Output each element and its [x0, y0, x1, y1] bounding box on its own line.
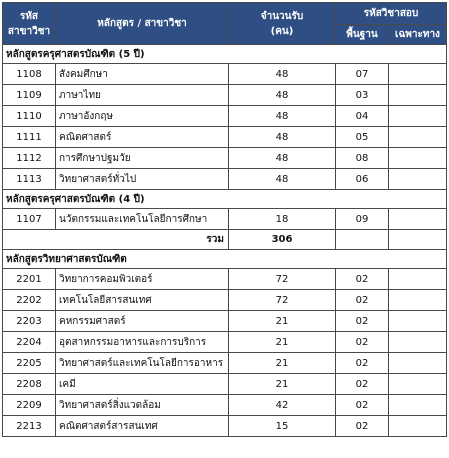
cell-basic: 09 [336, 209, 389, 230]
total-row [3, 230, 447, 250]
total-empty-basic [336, 230, 389, 250]
header-code [3, 3, 56, 45]
cell-capacity: 48 [229, 169, 336, 190]
admission-table-container [2, 2, 446, 437]
header-basic: พื้นฐาน [336, 25, 389, 45]
cell-basic: 02 [336, 290, 389, 311]
table-row [3, 269, 447, 290]
header-exam-code: รหัสวิชาสอบ [336, 3, 447, 25]
header-program: หลักสูตร / สาขาวิชา [56, 3, 229, 45]
cell-specific [389, 290, 447, 311]
section-title: หลักสูตรวิทยาศาสตรบัณฑิต [3, 250, 447, 269]
cell-code: 1112 [3, 148, 56, 169]
cell-basic: 04 [336, 106, 389, 127]
section-row [3, 45, 447, 64]
cell-basic: 02 [336, 416, 389, 437]
cell-specific [389, 416, 447, 437]
cell-specific [389, 106, 447, 127]
table-row [3, 85, 447, 106]
cell-code: 1107 [3, 209, 56, 230]
table-row [3, 106, 447, 127]
cell-code: 1109 [3, 85, 56, 106]
cell-name: เคมี [56, 374, 229, 395]
cell-code: 2202 [3, 290, 56, 311]
cell-capacity: 21 [229, 311, 336, 332]
table-row [3, 332, 447, 353]
section-row [3, 190, 447, 209]
header-code-line2: สาขาวิชา [7, 25, 51, 37]
table-row [3, 353, 447, 374]
cell-capacity: 21 [229, 332, 336, 353]
cell-code: 1111 [3, 127, 56, 148]
cell-capacity: 48 [229, 106, 336, 127]
cell-basic: 02 [336, 374, 389, 395]
table-row [3, 209, 447, 230]
cell-name: อุตสาหกรรมอาหารและการบริการ [56, 332, 229, 353]
table-body [3, 45, 447, 437]
header-capacity-line2: (คน) [270, 25, 294, 37]
cell-capacity: 21 [229, 353, 336, 374]
cell-specific [389, 127, 447, 148]
cell-specific [389, 311, 447, 332]
cell-name: การศึกษาปฐมวัย [56, 148, 229, 169]
cell-basic: 02 [336, 311, 389, 332]
cell-code: 1110 [3, 106, 56, 127]
cell-name: วิทยาศาสตร์และเทคโนโลยีการอาหาร [56, 353, 229, 374]
cell-basic: 02 [336, 353, 389, 374]
header-capacity [229, 3, 336, 45]
cell-name: วิทยาศาสตร์ทั่วไป [56, 169, 229, 190]
cell-basic: 05 [336, 127, 389, 148]
cell-capacity: 48 [229, 85, 336, 106]
total-value: 306 [229, 230, 336, 250]
cell-specific [389, 209, 447, 230]
cell-code: 1113 [3, 169, 56, 190]
cell-name: สังคมศึกษา [56, 64, 229, 85]
cell-capacity: 48 [229, 148, 336, 169]
cell-name: ภาษาอังกฤษ [56, 106, 229, 127]
section-row [3, 250, 447, 269]
cell-code: 2203 [3, 311, 56, 332]
cell-code: 2205 [3, 353, 56, 374]
cell-name: ภาษาไทย [56, 85, 229, 106]
total-label: รวม [3, 230, 229, 250]
cell-capacity: 72 [229, 290, 336, 311]
cell-name: วิทยาศาสตร์สิ่งแวดล้อม [56, 395, 229, 416]
table-row [3, 374, 447, 395]
cell-capacity: 15 [229, 416, 336, 437]
cell-code: 2209 [3, 395, 56, 416]
cell-code: 2204 [3, 332, 56, 353]
cell-basic: 03 [336, 85, 389, 106]
table-row [3, 169, 447, 190]
table-row [3, 64, 447, 85]
table-row [3, 416, 447, 437]
table-header [3, 3, 447, 45]
cell-specific [389, 148, 447, 169]
cell-basic: 02 [336, 269, 389, 290]
cell-specific [389, 64, 447, 85]
cell-specific [389, 269, 447, 290]
cell-code: 1108 [3, 64, 56, 85]
table-row [3, 127, 447, 148]
cell-specific [389, 169, 447, 190]
cell-name: วิทยาการคอมพิวเตอร์ [56, 269, 229, 290]
cell-specific [389, 85, 447, 106]
table-row [3, 148, 447, 169]
cell-capacity: 21 [229, 374, 336, 395]
cell-basic: 06 [336, 169, 389, 190]
section-title: หลักสูตรครุศาสตรบัณฑิต (5 ปี) [3, 45, 447, 64]
cell-capacity: 48 [229, 64, 336, 85]
table-row [3, 395, 447, 416]
cell-capacity: 42 [229, 395, 336, 416]
cell-specific [389, 374, 447, 395]
cell-basic: 08 [336, 148, 389, 169]
table-row [3, 290, 447, 311]
header-code-line1: รหัส [19, 10, 39, 22]
table-row [3, 311, 447, 332]
cell-specific [389, 395, 447, 416]
total-empty-specific [389, 230, 447, 250]
section-title: หลักสูตรครุศาสตรบัณฑิต (4 ปี) [3, 190, 447, 209]
cell-basic: 02 [336, 395, 389, 416]
cell-specific [389, 353, 447, 374]
cell-name: คหกรรมศาสตร์ [56, 311, 229, 332]
cell-basic: 07 [336, 64, 389, 85]
cell-capacity: 18 [229, 209, 336, 230]
cell-name: นวัตกรรมและเทคโนโลยีการศึกษา [56, 209, 229, 230]
header-specific: เฉพาะทาง [389, 25, 447, 45]
admission-table [2, 2, 447, 437]
cell-basic: 02 [336, 332, 389, 353]
cell-code: 2213 [3, 416, 56, 437]
cell-name: คณิตศาสตร์สารสนเทศ [56, 416, 229, 437]
cell-capacity: 72 [229, 269, 336, 290]
cell-capacity: 48 [229, 127, 336, 148]
cell-code: 2208 [3, 374, 56, 395]
cell-code: 2201 [3, 269, 56, 290]
cell-name: เทคโนโลยีสารสนเทศ [56, 290, 229, 311]
cell-name: คณิตศาสตร์ [56, 127, 229, 148]
header-capacity-line1: จำนวนรับ [260, 10, 304, 22]
cell-specific [389, 332, 447, 353]
